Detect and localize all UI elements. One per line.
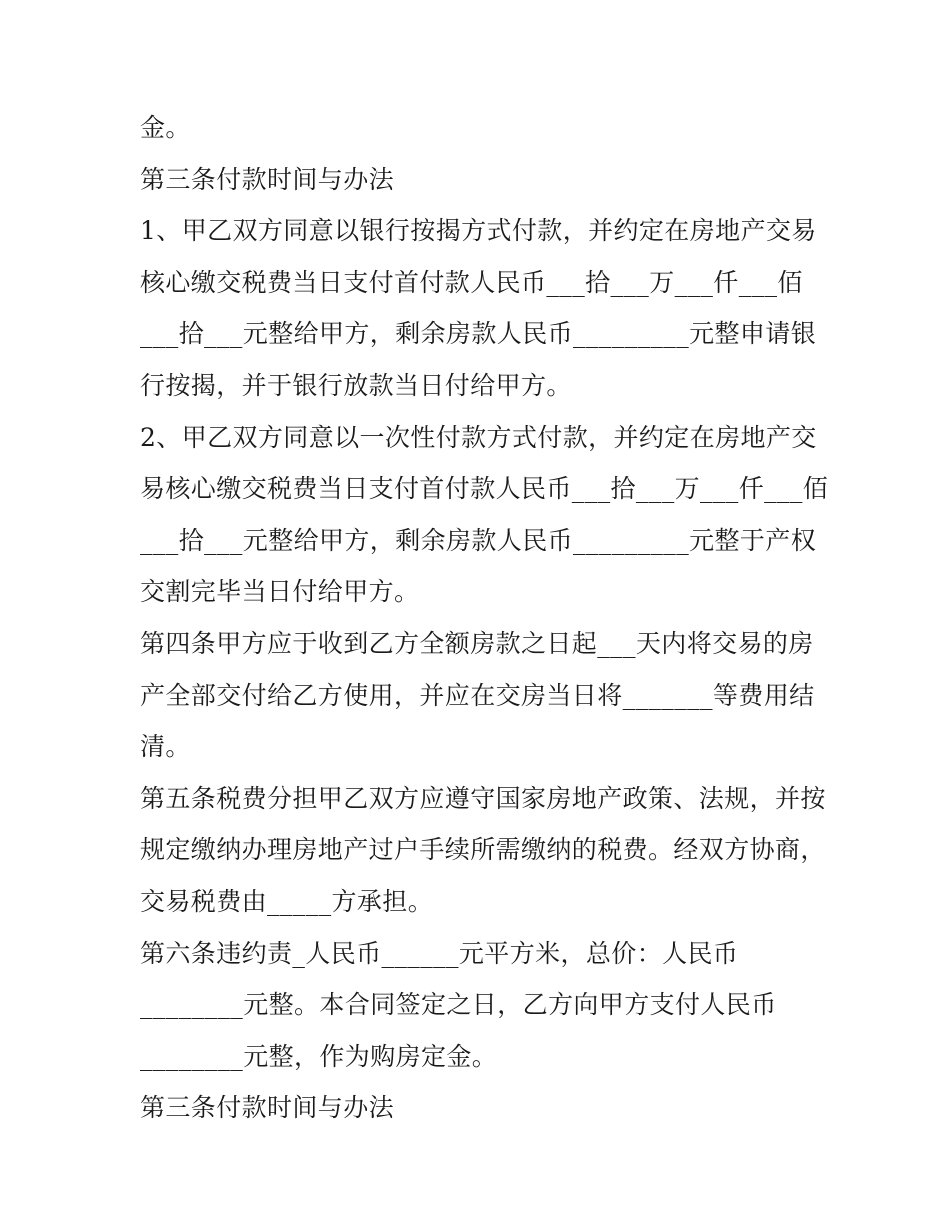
text-line: 金。 [140,113,191,142]
text-line: ________元整。本合同签定之日，乙方向甲方支付人民币 [140,990,777,1020]
text-line: ________元整，作为购房定金。 [140,1041,498,1071]
text-line: 规定缴纳办理房地产过户手续所需缴纳的税费。经双方协商， [140,835,826,865]
document-body [140,102,829,1134]
text-line: 产全部交付给乙方使用，并应在交房当日将_______等费用结 [140,680,815,710]
text-line: ___拾___元整给甲方，剩余房款人民币_________元整于产权 [140,525,817,555]
text-line: 第六条违约责_人民币______元平方米，总价：人民币 [140,938,739,968]
text-line: 易核心缴交税费当日支付首付款人民币___拾___万___仟___佰 [140,474,829,504]
text-line: 交割完毕当日付给甲方。 [140,577,420,607]
section-heading: 第三条付款时间与办法 [140,164,395,194]
text-line: 2、甲乙双方同意以一次性付款方式付款，并约定在房地产交 [140,422,817,452]
text-line: ___拾___元整给甲方，剩余房款人民币_________元整申请银 [140,319,817,349]
text-line: 第四条甲方应于收到乙方全额房款之日起___天内将交易的房 [140,628,814,658]
text-line: 清。 [140,732,191,762]
text-line: 1、甲乙双方同意以银行按揭方式付款，并约定在房地产交易 [140,216,817,246]
section-heading: 第三条付款时间与办法 [140,1093,395,1123]
text-line: 行按揭，并于银行放款当日付给甲方。 [140,370,572,400]
text-line: 核心缴交税费当日支付首付款人民币___拾___万___仟___佰 [140,267,803,297]
text-line: 第五条税费分担甲乙双方应遵守国家房地产政策、法规，并按 [140,783,826,813]
text-line: 交易税费由_____方承担。 [140,886,434,916]
